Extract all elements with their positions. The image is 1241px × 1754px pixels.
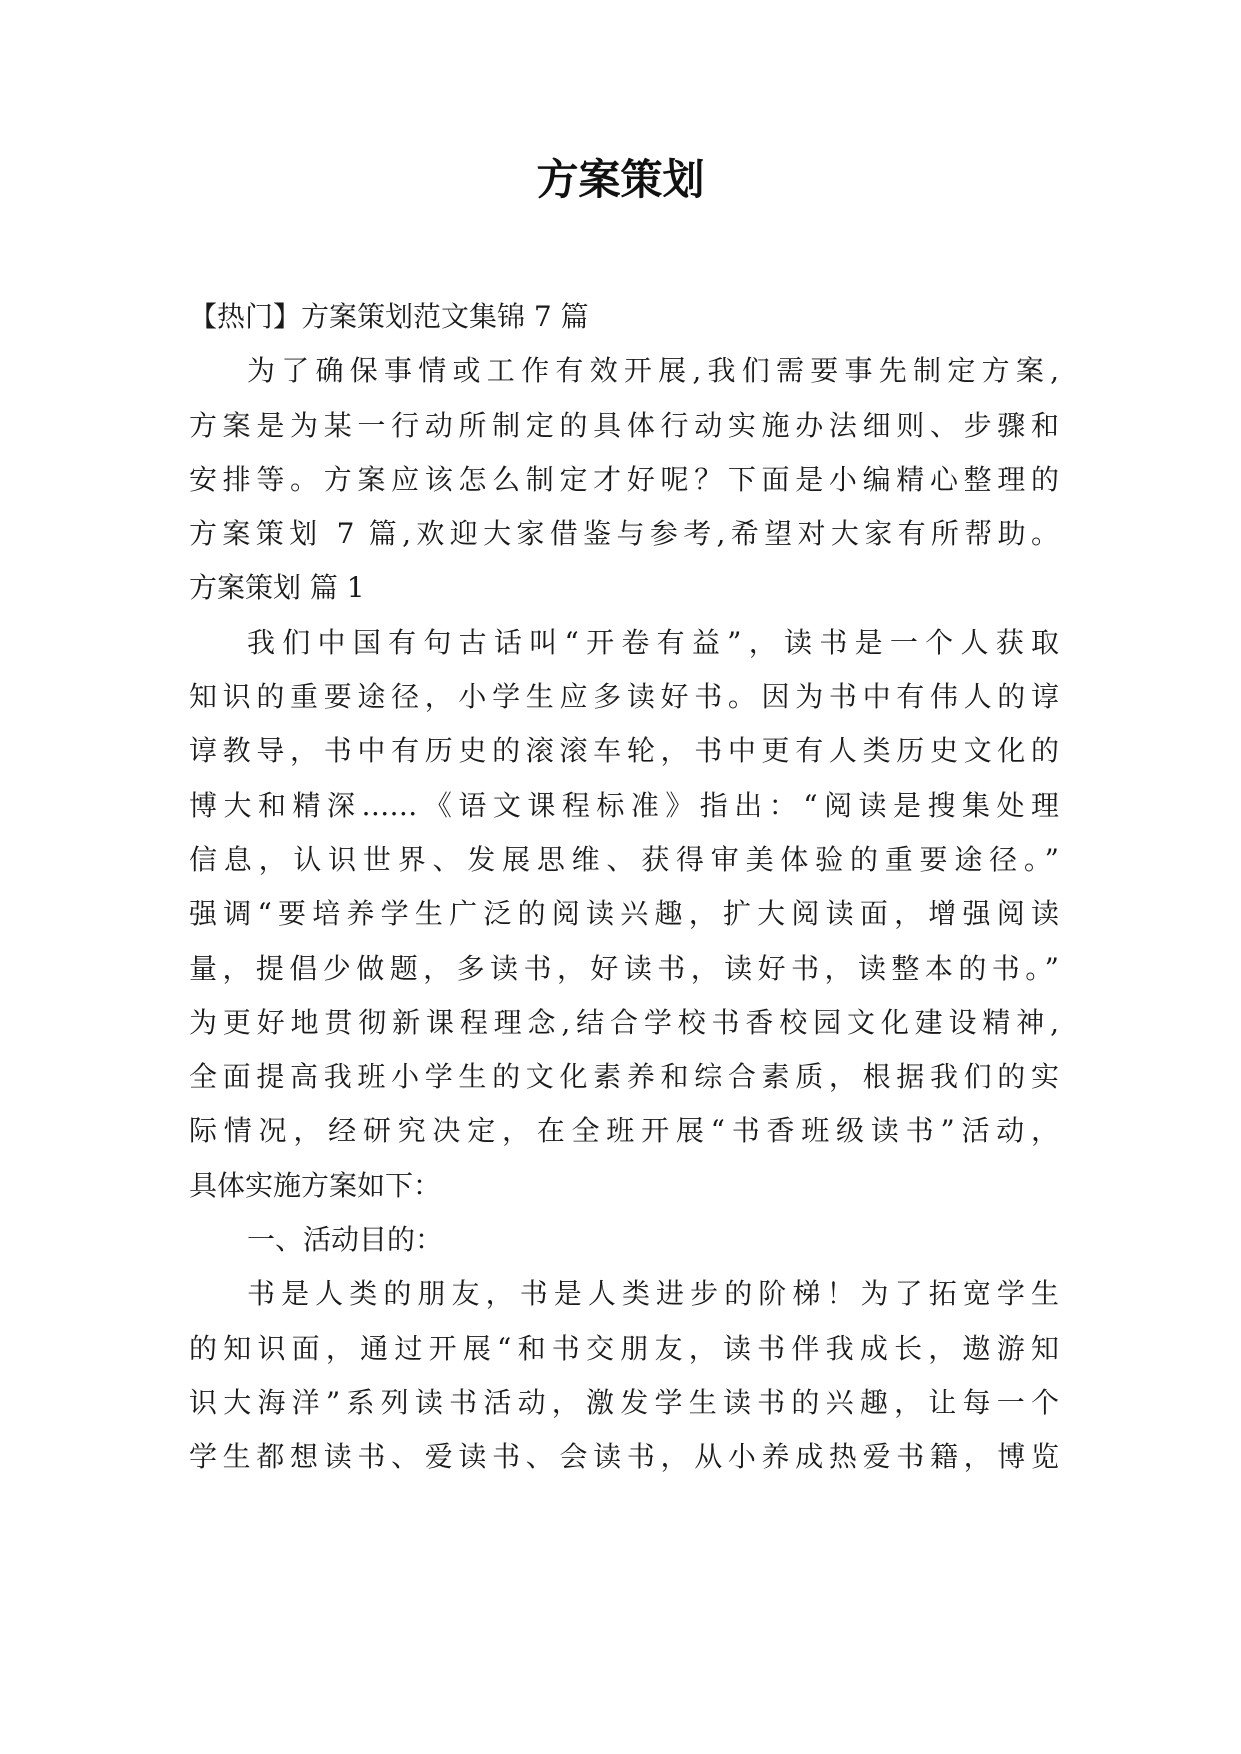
text-line: 具体实施方案如下：: [189, 1168, 442, 1202]
text-line: 信息，认识世界、发展思维、获得审美体验的重要途径。”: [189, 842, 1059, 876]
text-line: 为了确保事情或工作有效开展,我们需要事先制定方案,: [247, 354, 1059, 388]
text-line: 际情况，经研究决定，在全班开展“书香班级读书”活动，: [189, 1114, 1059, 1148]
document-body: [189, 290, 1059, 1485]
text-line: 【热门】方案策划范文集锦 7 篇: [189, 300, 589, 333]
text-line: 方案策划 篇 1: [189, 571, 365, 605]
text-line: 谆教导，书中有历史的滚滚车轮，书中更有人类历史文化的: [189, 734, 1059, 768]
text-line: 安排等。方案应该怎么制定才好呢？下面是小编精心整理的: [189, 462, 1059, 496]
text-line: 学生都想读书、爱读书、会读书，从小养成热爱书籍，博览: [189, 1440, 1059, 1474]
text-line: 的知识面，通过开展“和书交朋友，读书伴我成长，遨游知: [189, 1331, 1059, 1365]
text-line: 知识的重要途径，小学生应多读好书。因为书中有伟人的谆: [189, 680, 1059, 714]
text-line: 书是人类的朋友，书是人类进步的阶梯！为了拓宽学生: [247, 1277, 1059, 1311]
text-line: 识大海洋”系列读书活动，激发学生读书的兴趣，让每一个: [189, 1385, 1059, 1419]
text-line: 我们中国有句古话叫“开卷有益”，读书是一个人获取: [247, 625, 1059, 659]
text-line: 为更好地贯彻新课程理念,结合学校书香校园文化建设精神,: [189, 1005, 1059, 1039]
text-line: 量，提倡少做题，多读书，好读书，读好书，读整本的书。”: [189, 951, 1059, 985]
text-line: 全面提高我班小学生的文化素养和综合素质，根据我们的实: [189, 1060, 1059, 1094]
text-line: 强调“要培养学生广泛的阅读兴趣，扩大阅读面，增强阅读: [189, 897, 1059, 931]
text-line: 方案策划 7 篇,欢迎大家借鉴与参考,希望对大家有所帮助。: [189, 517, 1059, 551]
text-line: 一、活动目的：: [247, 1223, 444, 1257]
document-title: 方案策划: [536, 155, 705, 204]
text-line: 方案是为某一行动所制定的具体行动实施办法细则、步骤和: [189, 408, 1059, 442]
text-line: 博大和精深……《语文课程标准》指出：“阅读是搜集处理: [189, 788, 1059, 822]
